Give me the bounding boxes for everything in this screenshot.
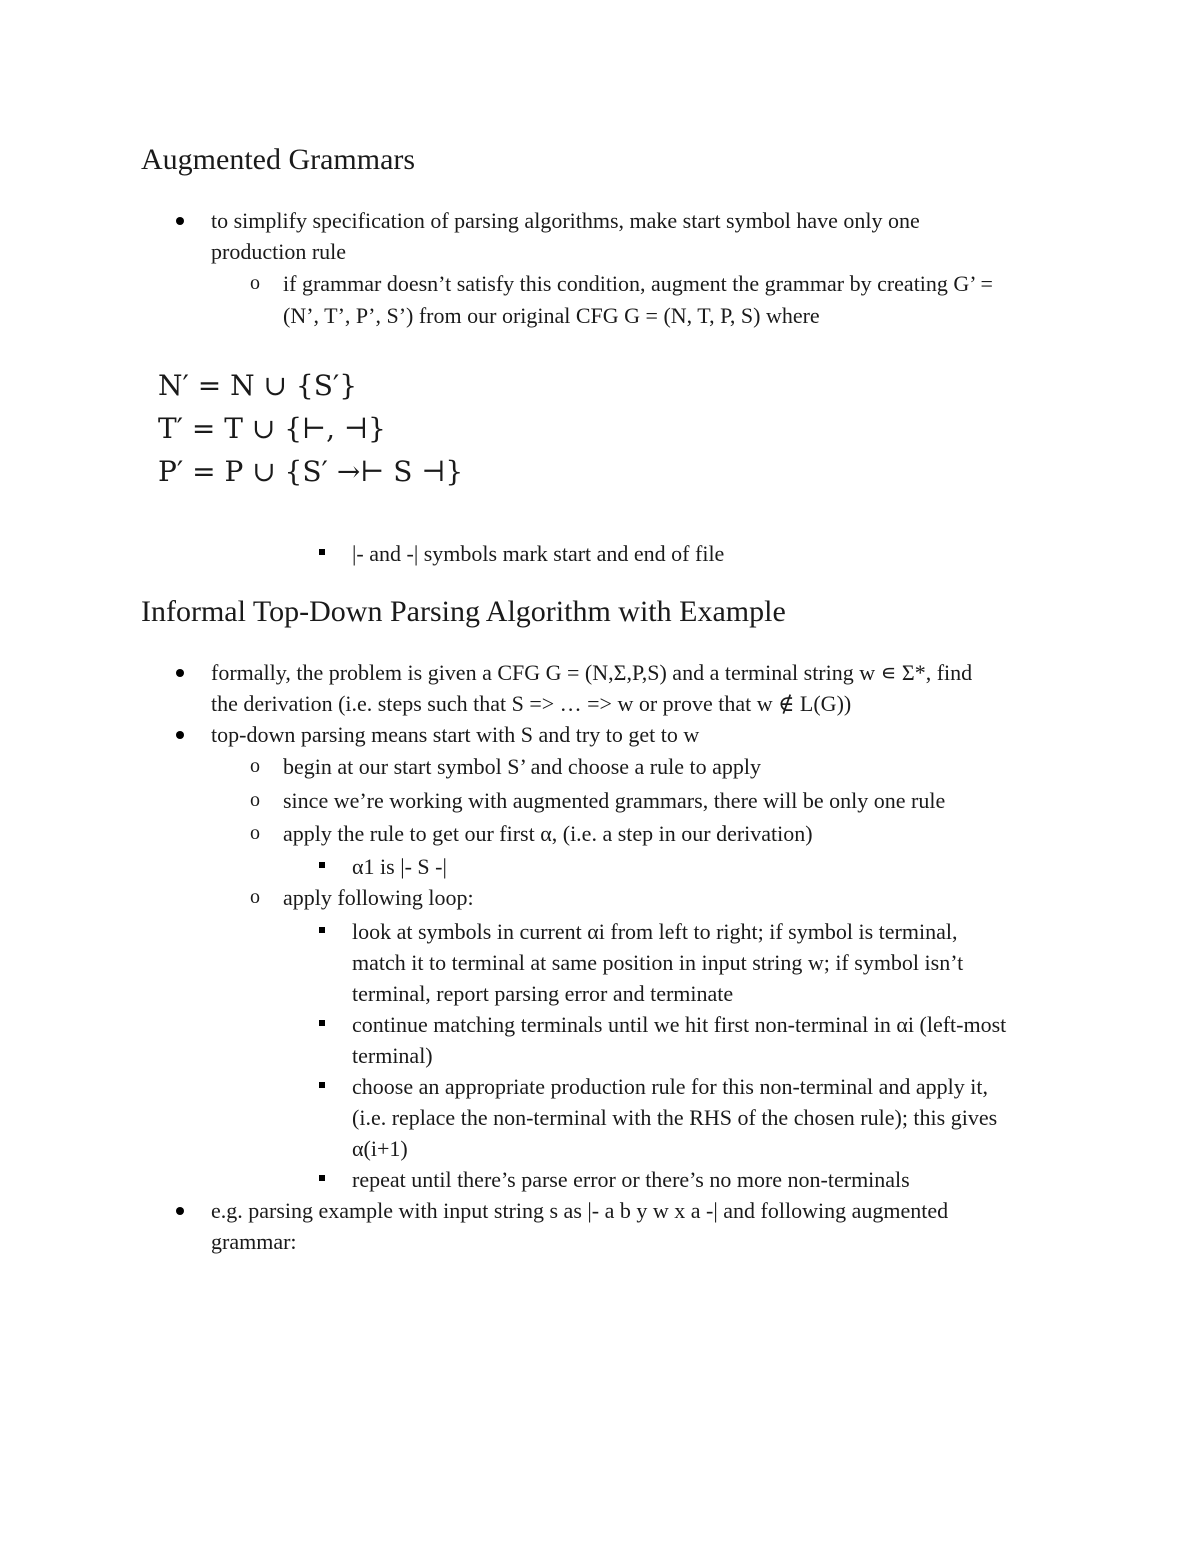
bullet-dot	[176, 217, 184, 225]
s2-bullet2: top-down parsing means start with S and try to get to w	[211, 722, 700, 747]
s1-bullet1-line2: production rule	[211, 239, 347, 264]
square-bullet	[319, 1082, 325, 1088]
loop-item1-line1: look at symbols in current αi from left to right; if symbol is terminal,	[352, 919, 958, 944]
s1-bullet1-line1: to simplify specification of parsing algorithms, make start symbol have only one	[211, 208, 920, 233]
loop-item3-line1: choose an appropriate production rule for this non-terminal and apply it,	[352, 1074, 988, 1099]
loop-item4-line1: repeat until there’s parse error or there’s no more non-terminals	[352, 1167, 910, 1192]
loop-item2-line2: terminal)	[352, 1043, 433, 1068]
math-n-prime: N′ = N ∪ {S′}	[158, 369, 358, 402]
square-bullet	[319, 862, 325, 868]
s2-sub3: apply the rule to get our first α, (i.e. a step in our derivation)	[283, 821, 813, 846]
circle-bullet: o	[250, 886, 260, 908]
s1-sub-line1: if grammar doesn’t satisfy this condition, augment the grammar by creating G’ =	[283, 271, 993, 296]
s2-loop: apply following loop:	[283, 885, 474, 910]
square-bullet	[319, 1175, 325, 1181]
bullet-dot	[176, 669, 184, 677]
s2-alpha1: α1 is |- S -|	[352, 854, 447, 879]
heading-top-down-parsing: Informal Top-Down Parsing Algorithm with Example	[141, 595, 786, 628]
circle-bullet: o	[250, 755, 260, 777]
heading-augmented-grammars: Augmented Grammars	[141, 143, 416, 176]
s2-bullet3-line1: e.g. parsing example with input string s as |- a b y w x a -| and following augmented	[211, 1198, 949, 1223]
circle-bullet: o	[250, 789, 260, 811]
loop-item3-line3: α(i+1)	[352, 1136, 408, 1161]
s2-bullet1-line2: the derivation (i.e. steps such that S => … => w or prove that w ∉ L(G))	[211, 691, 852, 716]
s2-sub2: since we’re working with augmented grammars, there will be only one rule	[283, 788, 946, 813]
square-bullet	[319, 1020, 325, 1026]
loop-item3-line2: (i.e. replace the non-terminal with the RHS of the chosen rule); this gives	[352, 1105, 998, 1130]
loop-item1-line2: match it to terminal at same position in input string w; if symbol isn’t	[352, 950, 964, 975]
math-t-prime: T′ = T ∪ {⊢, ⊣}	[158, 412, 386, 445]
square-bullet	[319, 927, 325, 933]
loop-item1-line3: terminal, report parsing error and terminate	[352, 981, 734, 1006]
square-bullet	[319, 549, 325, 555]
s2-sub1: begin at our start symbol S’ and choose a rule to apply	[283, 754, 761, 779]
s2-bullet3-line2: grammar:	[211, 1229, 297, 1254]
bullet-dot	[176, 731, 184, 739]
circle-bullet: o	[250, 272, 260, 294]
s1-sub-line2: (N’, T’, P’, S’) from our original CFG G = (N, T, P, S) where	[283, 303, 820, 328]
math-p-prime: P′ = P ∪ {S′ →⊢ S ⊣}	[158, 455, 464, 488]
s2-bullet1-line1: formally, the problem is given a CFG G = (N,Σ,P,S) and a terminal string w ∊ Σ*, find	[211, 660, 973, 685]
circle-bullet: o	[250, 822, 260, 844]
loop-item2-line1: continue matching terminals until we hit first non-terminal in αi (left-most	[352, 1012, 1007, 1037]
s1-note: |- and -| symbols mark start and end of file	[352, 541, 725, 566]
bullet-dot	[176, 1207, 184, 1215]
